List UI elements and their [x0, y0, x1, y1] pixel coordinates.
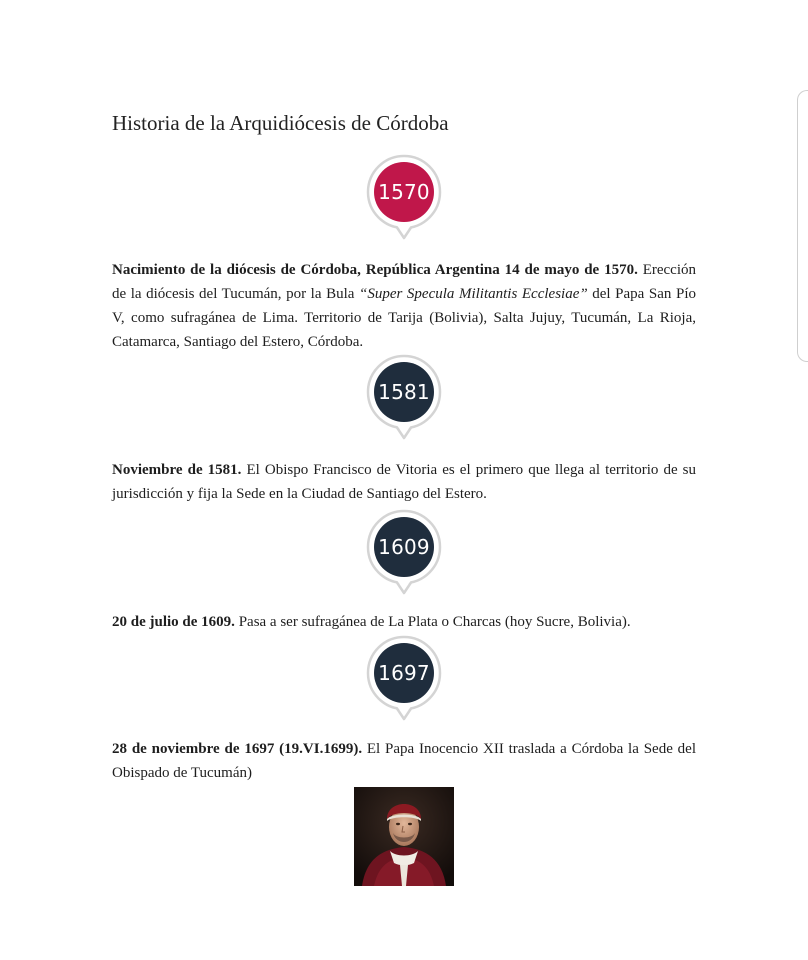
timeline-entry-1697: [112, 737, 696, 785]
entry-heading: Noviembre de 1581.: [112, 462, 242, 478]
pope-portrait-image: [354, 787, 454, 886]
timeline-entry-1570: [112, 258, 696, 354]
entry-text: del Papa San Pío V, como sufragánea de Lima. Territorio de Tarija (Bolivia), Salta Jujuy, Tucumán, La Rioja, Catamarca, Santiago del Estero, Córdoba.: [112, 286, 697, 350]
year-label: 1697: [378, 661, 430, 685]
year-marker-1609: [364, 509, 444, 601]
year-label: 1581: [378, 380, 430, 404]
bull-title: “Super Specula Militantis Ecclesiae”: [359, 286, 588, 302]
year-marker-1697: [364, 635, 444, 727]
page-title: Historia de la Arquidiócesis de Córdoba: [112, 111, 449, 135]
entry-text: El Papa Inocencio XII traslada a Córdoba la Sede del Obispado de Tucumán): [112, 741, 696, 781]
year-marker-1581: [364, 354, 444, 446]
entry-heading: 28 de noviembre de 1697 (19.VI.1699).: [112, 741, 363, 757]
year-label: 1609: [378, 535, 430, 559]
year-label: 1570: [378, 180, 430, 204]
year-marker-1570: [364, 154, 444, 246]
entry-heading: Nacimiento de la diócesis de Córdoba, República Argentina 14 de mayo de 1570.: [112, 262, 638, 278]
timeline-entry-1581: [112, 458, 696, 506]
entry-text: Erección de la diócesis del Tucumán, por la Bula: [112, 262, 696, 302]
entry-text: Pasa a ser sufragánea de La Plata o Charcas (hoy Sucre, Bolivia).: [234, 614, 631, 630]
entry-heading: 20 de julio de 1609.: [112, 614, 235, 630]
scroll-edge[interactable]: [797, 90, 808, 362]
entry-text: El Obispo Francisco de Vitoria es el primero que llega al territorio de su jurisdicción y fija la Sede en la Ciudad de Santiago del Estero.: [112, 462, 696, 502]
timeline-entry-1609: [112, 610, 696, 634]
